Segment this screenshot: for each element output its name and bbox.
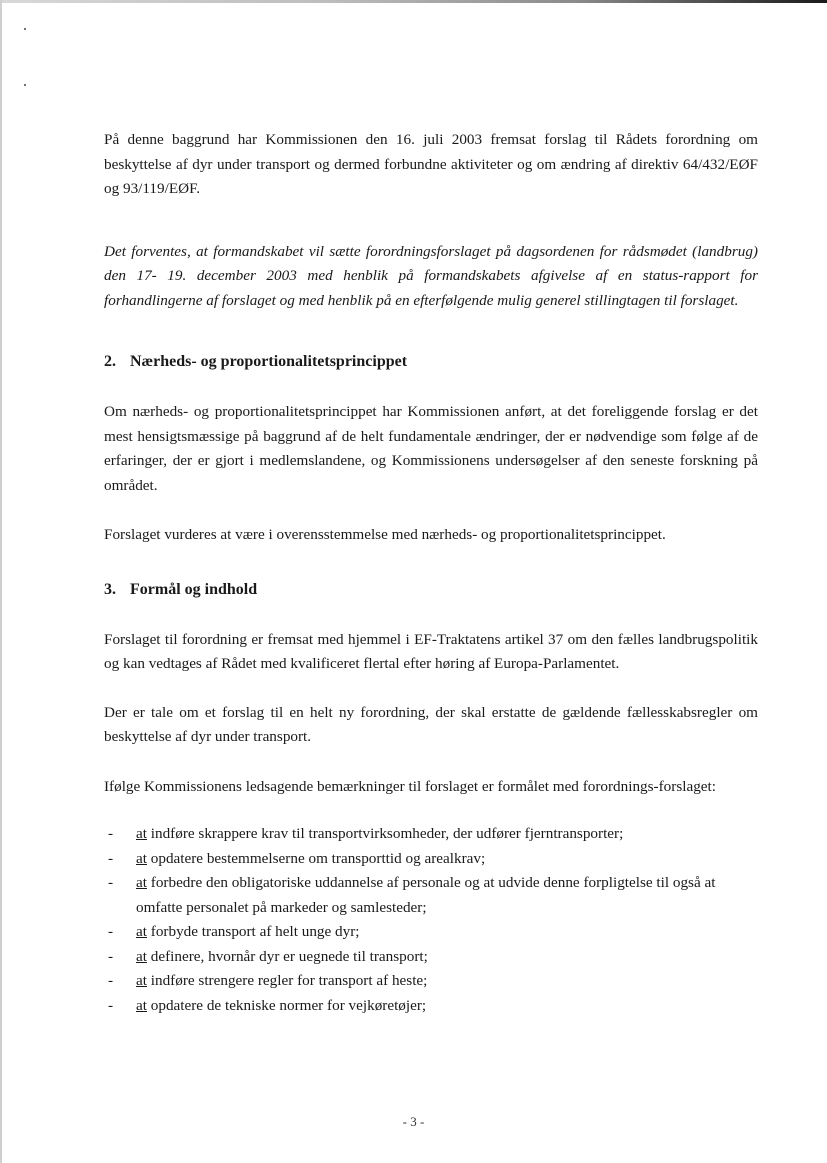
scan-edge-top: [0, 0, 827, 3]
section-2-title: Nærheds- og proportionalitetsprincippet: [130, 353, 408, 370]
list-item-text: opdatere bestemmelserne om transporttid og arealkrav;: [150, 849, 486, 867]
section-3-paragraph-2: Der er tale om et forslag til en helt ny forordning, der skal erstatte de gældende fællesskabsregler om beskyttelse af dyr under transport.: [104, 703, 758, 745]
section-2-heading: [104, 350, 758, 374]
section-2-number: 2.: [104, 353, 116, 370]
bullet-dash: -: [108, 996, 114, 1014]
section-3-paragraph-1: Forslaget til forordning er fremsat med hjemmel i EF-Traktatens artikel 37 om den fælles landbrugspolitik og kan vedtages af Rådet med kvalificeret flertal efter høring af Europa-Parlamentet.: [104, 630, 758, 672]
list-item-text: indføre strengere regler for transport af heste;: [150, 972, 428, 989]
list-item: [104, 847, 758, 872]
bullet-dash: -: [108, 972, 114, 989]
list-item-text: definere, hvornår dyr er uegnede til transport;: [150, 947, 428, 965]
bullet-prefix: at: [136, 947, 147, 965]
bullet-dash: -: [108, 923, 114, 940]
bullet-dash: -: [108, 947, 114, 965]
list-item-text: indføre skrappere krav til transportvirksomheder, der udfører fjerntransporter;: [150, 825, 624, 842]
page-number: - 3 -: [402, 1114, 425, 1129]
scan-speck: [24, 28, 26, 30]
bullet-dash: -: [108, 849, 114, 867]
bullet-prefix: at: [136, 972, 147, 989]
section-3-heading: [104, 578, 758, 602]
section-2-paragraph-1: Om nærheds- og proportionalitetsprincippet har Kommissionen anført, at det foreliggende forslag er det mest hensigtsmæssige på baggrund af de helt fundamentale ændringer, der er nødvendige som følge af de erfaringer, der er gjort i medlemslandene, og Kommissionens undersøgelser af den seneste forskning på området.: [104, 403, 758, 494]
section-3-title: Formål og indhold: [130, 580, 258, 598]
bullet-dash: -: [108, 874, 114, 891]
scan-speck: [24, 84, 26, 86]
purpose-list: [104, 822, 758, 1018]
bullet-prefix: at: [136, 849, 147, 867]
list-item-text: forbyde transport af helt unge dyr;: [150, 923, 360, 940]
bullet-prefix: at: [136, 825, 147, 842]
list-item: [104, 871, 758, 920]
list-item-text: forbedre den obligatoriske uddannelse af personale og at udvide denne forpligtelse til også at omfatte personalet på markeder og samlesteder;: [136, 874, 716, 916]
list-item: [104, 822, 758, 847]
bullet-prefix: at: [136, 874, 147, 891]
section-3-number: 3.: [104, 580, 116, 598]
bullet-dash: -: [108, 825, 114, 842]
bullet-prefix: at: [136, 923, 147, 940]
section-2-paragraph-2: Forslaget vurderes at være i overensstemmelse med nærheds- og proportionalitetsprincippet.: [104, 526, 666, 543]
expectation-paragraph: Det forventes, at formandskabet vil sætte forordningsforslaget på dagsordenen for rådsmødet (landbrug) den 17- 19. december 2003 med henblik på formandskabets afgivelse af en status-rapport for forhandlingerne af forslaget og med henblik på en efterfølgende mulig generel stillingtagen til forslaget.: [104, 242, 758, 309]
list-item: [104, 994, 758, 1019]
list-item-text: opdatere de tekniske normer for vejkøretøjer;: [150, 996, 427, 1014]
document-body: [104, 128, 758, 1018]
section-3-paragraph-3: Ifølge Kommissionens ledsagende bemærkninger til forslaget er formålet med forordnings-forslaget:: [104, 777, 716, 795]
intro-paragraph: På denne baggrund har Kommissionen den 16. juli 2003 fremsat forslag til Rådets forordning om beskyttelse af dyr under transport og dermed forbundne aktiviteter og om ændring af direktiv 64/432/EØF og 93/119/EØF.: [104, 131, 758, 197]
bullet-prefix: at: [136, 996, 147, 1014]
list-item: [104, 969, 758, 994]
list-item: [104, 945, 758, 970]
scan-edge-left: [0, 0, 2, 1163]
list-item: [104, 920, 758, 945]
